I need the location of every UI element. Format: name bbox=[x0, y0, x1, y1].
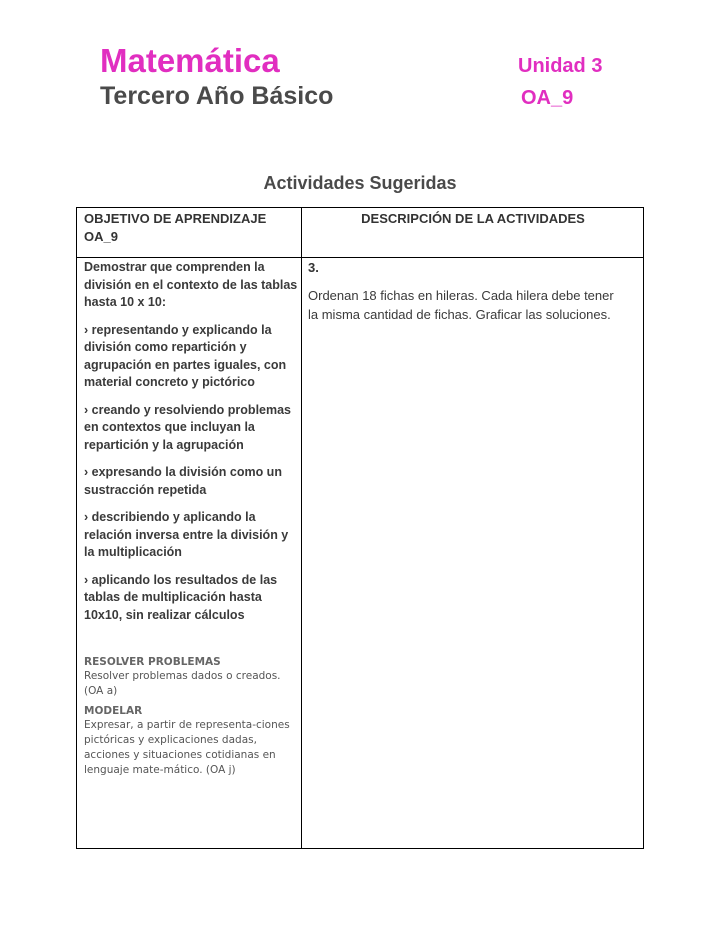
table-border-right bbox=[643, 207, 644, 849]
skill-description: Resolver problemas dados o creados. (OA a) bbox=[84, 670, 281, 697]
activities-table bbox=[76, 207, 644, 849]
oa-label: OA_9 bbox=[521, 87, 574, 109]
description-column-header: DESCRIPCIÓN DE LA ACTIVIDADES bbox=[361, 211, 585, 226]
objective-column-header: OBJETIVO DE APRENDIZAJE OA_9 bbox=[84, 211, 267, 244]
unit-label: Unidad 3 bbox=[518, 55, 603, 77]
table-border-left bbox=[76, 207, 77, 849]
table-column-divider bbox=[301, 207, 302, 849]
table-border-bottom bbox=[76, 848, 644, 849]
objective-intro: Demostrar que comprenden la división en el contexto de las tablas hasta 10 x 10: bbox=[84, 260, 298, 309]
objective-item: › aplicando los resultados de las tablas de multiplicación hasta 10x10, sin realizar cálculos bbox=[84, 572, 278, 622]
skill-description: Expresar, a partir de representa-ciones pictóricas y explicaciones dadas, acciones y situaciones cotidianas en lenguaje mate-mático. (OA j) bbox=[84, 719, 290, 776]
objective-item: › describiendo y aplicando la relación inversa entre la división y la multiplicación bbox=[84, 510, 289, 559]
objective-item: › creando y resolviendo problemas en contextos que incluyan la repartición y la agrupación bbox=[84, 402, 292, 452]
activity-description: Ordenan 18 fichas en hileras. Cada hilera debe tener la misma cantidad de fichas. Graficar las soluciones. bbox=[308, 288, 614, 322]
skills-block bbox=[84, 655, 294, 783]
activity-cell bbox=[308, 259, 618, 324]
section-title: Actividades Sugeridas bbox=[263, 173, 457, 193]
objective-cell bbox=[84, 259, 298, 634]
table-header-divider bbox=[76, 257, 644, 258]
skill-title: MODELAR bbox=[84, 705, 143, 717]
objective-item: › representando y explicando la división como repartición y agrupación en partes iguales, con material concreto y pictórico bbox=[84, 322, 287, 389]
grade-title: Tercero Año Básico bbox=[100, 82, 334, 110]
table-border-top bbox=[76, 207, 644, 208]
skill-title: RESOLVER PROBLEMAS bbox=[84, 656, 221, 668]
activity-number: 3. bbox=[308, 260, 319, 275]
subject-title: Matemática bbox=[100, 42, 280, 79]
objective-item: › expresando la división como un sustracción repetida bbox=[84, 465, 282, 497]
